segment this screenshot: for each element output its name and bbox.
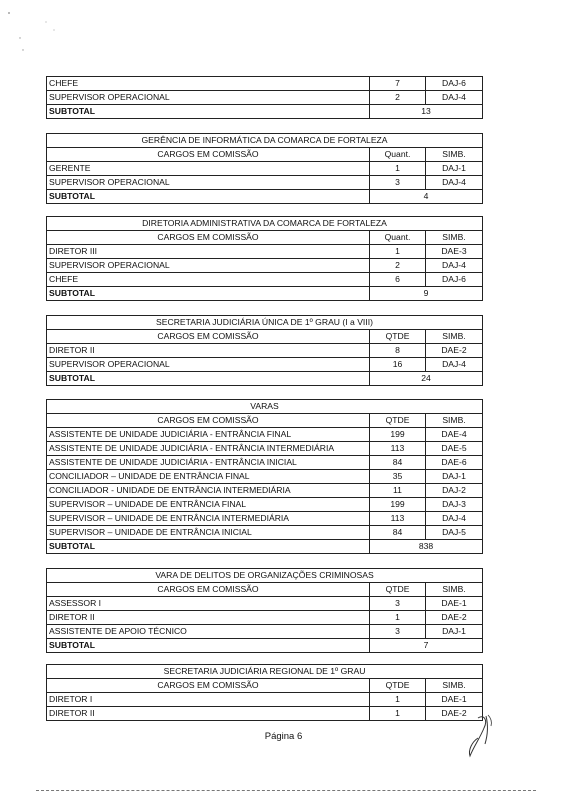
subtotal-label: SUBTOTAL xyxy=(47,540,370,554)
qtde-cell: 199 xyxy=(370,498,426,512)
table-secretaria-unica xyxy=(46,315,483,386)
column-header-quantidade: QTDE xyxy=(370,330,426,344)
table-row xyxy=(47,498,483,512)
qtde-cell: 8 xyxy=(370,344,426,358)
column-header-simbolo: SIMB. xyxy=(426,231,483,245)
column-header-quantidade: QTDE xyxy=(370,679,426,693)
qtde-cell: 2 xyxy=(370,91,426,105)
cargo-cell: DIRETOR I xyxy=(47,693,370,707)
subtotal-label: SUBTOTAL xyxy=(47,639,370,653)
cargo-cell: CONCILIADOR – UNIDADE DE ENTRÂNCIA FINAL xyxy=(47,470,370,484)
table-title-row xyxy=(47,217,483,231)
column-header-cargos: CARGOS EM COMISSÃO xyxy=(47,148,370,162)
column-header-quantidade: Quant. xyxy=(370,148,426,162)
subtotal-value: 9 xyxy=(370,287,483,301)
column-header-simbolo: SIMB. xyxy=(426,679,483,693)
qtde-cell: 3 xyxy=(370,597,426,611)
qtde-cell: 3 xyxy=(370,625,426,639)
simb-cell: DAJ-5 xyxy=(426,526,483,540)
column-header-quantidade: QTDE xyxy=(370,414,426,428)
subtotal-value: 4 xyxy=(370,190,483,204)
cargo-cell: ASSISTENTE DE UNIDADE JUDICIÁRIA - ENTRÂNCIA INICIAL xyxy=(47,456,370,470)
table-header-row xyxy=(47,330,483,344)
qtde-cell: 84 xyxy=(370,456,426,470)
table-gerencia-informatica xyxy=(46,133,483,204)
table-header-row xyxy=(47,231,483,245)
cargo-cell: DIRETOR II xyxy=(47,611,370,625)
page-number: Página 6 xyxy=(264,731,303,742)
cargo-cell: SUPERVISOR OPERACIONAL xyxy=(47,358,370,372)
cargo-cell: SUPERVISOR – UNIDADE DE ENTRÂNCIA FINAL xyxy=(47,498,370,512)
simb-cell: DAJ-4 xyxy=(426,259,483,273)
scan-specks xyxy=(6,10,58,56)
table-varas xyxy=(46,399,483,554)
simb-cell: DAJ-6 xyxy=(426,273,483,287)
table-row xyxy=(47,707,483,721)
simb-cell: DAJ-4 xyxy=(426,512,483,526)
table-row xyxy=(47,442,483,456)
column-header-cargos: CARGOS EM COMISSÃO xyxy=(47,679,370,693)
table-row xyxy=(47,597,483,611)
table-row xyxy=(47,625,483,639)
table-row xyxy=(47,484,483,498)
qtde-cell: 1 xyxy=(370,245,426,259)
table-row xyxy=(47,456,483,470)
table-continuation xyxy=(46,76,483,119)
subtotal-value: 838 xyxy=(370,540,483,554)
column-header-cargos: CARGOS EM COMISSÃO xyxy=(47,330,370,344)
table-row xyxy=(47,693,483,707)
column-header-simbolo: SIMB. xyxy=(426,583,483,597)
table-row xyxy=(47,512,483,526)
table-row xyxy=(47,470,483,484)
subtotal-row xyxy=(47,105,483,119)
cargo-cell: SUPERVISOR – UNIDADE DE ENTRÂNCIA INTERMEDIÁRIA xyxy=(47,512,370,526)
qtde-cell: 1 xyxy=(370,611,426,625)
table-title: VARA DE DELITOS DE ORGANIZAÇÕES CRIMINOSAS xyxy=(47,569,483,583)
subtotal-value: 7 xyxy=(370,639,483,653)
cargo-cell: CHEFE xyxy=(47,77,370,91)
table-row xyxy=(47,273,483,287)
cargo-cell: ASSISTENTE DE UNIDADE JUDICIÁRIA - ENTRÂNCIA INTERMEDIÁRIA xyxy=(47,442,370,456)
simb-cell: DAJ-4 xyxy=(426,176,483,190)
qtde-cell: 199 xyxy=(370,428,426,442)
simb-cell: DAE-6 xyxy=(426,456,483,470)
simb-cell: DAJ-2 xyxy=(426,484,483,498)
simb-cell: DAE-2 xyxy=(426,707,483,721)
qtde-cell: 113 xyxy=(370,512,426,526)
table-title: VARAS xyxy=(47,400,483,414)
qtde-cell: 16 xyxy=(370,358,426,372)
table-header-row xyxy=(47,583,483,597)
subtotal-label: SUBTOTAL xyxy=(47,105,370,119)
table-row xyxy=(47,77,483,91)
column-header-simbolo: SIMB. xyxy=(426,414,483,428)
cargo-cell: SUPERVISOR OPERACIONAL xyxy=(47,259,370,273)
table-vara-delitos xyxy=(46,568,483,653)
cargo-cell: SUPERVISOR – UNIDADE DE ENTRÂNCIA INICIAL xyxy=(47,526,370,540)
table-row xyxy=(47,526,483,540)
qtde-cell: 35 xyxy=(370,470,426,484)
simb-cell: DAE-1 xyxy=(426,693,483,707)
cargo-cell: GERENTE xyxy=(47,162,370,176)
cargo-cell: ASSESSOR I xyxy=(47,597,370,611)
simb-cell: DAE-1 xyxy=(426,597,483,611)
simb-cell: DAE-3 xyxy=(426,245,483,259)
simb-cell: DAE-4 xyxy=(426,428,483,442)
qtde-cell: 113 xyxy=(370,442,426,456)
table-title-row xyxy=(47,134,483,148)
simb-cell: DAJ-3 xyxy=(426,498,483,512)
table-row xyxy=(47,245,483,259)
column-header-simbolo: SIMB. xyxy=(426,330,483,344)
simb-cell: DAJ-1 xyxy=(426,470,483,484)
qtde-cell: 1 xyxy=(370,707,426,721)
table-title: GERÊNCIA DE INFORMÁTICA DA COMARCA DE FORTALEZA xyxy=(47,134,483,148)
column-header-cargos: CARGOS EM COMISSÃO xyxy=(47,231,370,245)
table-header-row xyxy=(47,414,483,428)
table-row xyxy=(47,259,483,273)
qtde-cell: 84 xyxy=(370,526,426,540)
subtotal-row xyxy=(47,287,483,301)
column-header-simbolo: SIMB. xyxy=(426,148,483,162)
column-header-cargos: CARGOS EM COMISSÃO xyxy=(47,414,370,428)
qtde-cell: 1 xyxy=(370,162,426,176)
qtde-cell: 3 xyxy=(370,176,426,190)
cargo-cell: ASSISTENTE DE APOIO TÉCNICO xyxy=(47,625,370,639)
qtde-cell: 7 xyxy=(370,77,426,91)
column-header-cargos: CARGOS EM COMISSÃO xyxy=(47,583,370,597)
table-title-row xyxy=(47,569,483,583)
subtotal-label: SUBTOTAL xyxy=(47,372,370,386)
simb-cell: DAE-5 xyxy=(426,442,483,456)
table-title-row xyxy=(47,400,483,414)
simb-cell: DAE-2 xyxy=(426,344,483,358)
cargo-cell: SUPERVISOR OPERACIONAL xyxy=(47,91,370,105)
table-title: DIRETORIA ADMINISTRATIVA DA COMARCA DE FORTALEZA xyxy=(47,217,483,231)
handwritten-initials-mark xyxy=(458,712,496,760)
column-header-quantidade: Quant. xyxy=(370,231,426,245)
simb-cell: DAJ-4 xyxy=(426,91,483,105)
qtde-cell: 2 xyxy=(370,259,426,273)
cargo-cell: DIRETOR II xyxy=(47,707,370,721)
subtotal-row xyxy=(47,639,483,653)
qtde-cell: 11 xyxy=(370,484,426,498)
cargo-cell: DIRETOR III xyxy=(47,245,370,259)
bottom-scan-line xyxy=(36,790,536,791)
cargo-cell: SUPERVISOR OPERACIONAL xyxy=(47,176,370,190)
subtotal-value: 13 xyxy=(370,105,483,119)
table-diretoria-administrativa xyxy=(46,216,483,301)
column-header-quantidade: QTDE xyxy=(370,583,426,597)
subtotal-label: SUBTOTAL xyxy=(47,287,370,301)
table-row xyxy=(47,611,483,625)
subtotal-label: SUBTOTAL xyxy=(47,190,370,204)
table-header-row xyxy=(47,679,483,693)
simb-cell: DAJ-4 xyxy=(426,358,483,372)
table-row xyxy=(47,358,483,372)
simb-cell: DAE-2 xyxy=(426,611,483,625)
cargo-cell: CHEFE xyxy=(47,273,370,287)
cargo-cell: CONCILIADOR - UNIDADE DE ENTRÂNCIA INTERMEDIÁRIA xyxy=(47,484,370,498)
table-title-row xyxy=(47,316,483,330)
subtotal-row xyxy=(47,540,483,554)
qtde-cell: 1 xyxy=(370,693,426,707)
table-title-row xyxy=(47,665,483,679)
cargo-cell: DIRETOR II xyxy=(47,344,370,358)
table-row xyxy=(47,428,483,442)
simb-cell: DAJ-6 xyxy=(426,77,483,91)
qtde-cell: 6 xyxy=(370,273,426,287)
table-row xyxy=(47,162,483,176)
subtotal-row xyxy=(47,190,483,204)
subtotal-row xyxy=(47,372,483,386)
table-title: SECRETARIA JUDICIÁRIA ÚNICA DE 1º GRAU (I a VIII) xyxy=(47,316,483,330)
table-header-row xyxy=(47,148,483,162)
subtotal-value: 24 xyxy=(370,372,483,386)
table-title: SECRETARIA JUDICIÁRIA REGIONAL DE 1º GRAU xyxy=(47,665,483,679)
cargo-cell: ASSISTENTE DE UNIDADE JUDICIÁRIA - ENTRÂNCIA FINAL xyxy=(47,428,370,442)
table-row xyxy=(47,344,483,358)
table-row xyxy=(47,176,483,190)
simb-cell: DAJ-1 xyxy=(426,162,483,176)
table-row xyxy=(47,91,483,105)
simb-cell: DAJ-1 xyxy=(426,625,483,639)
table-secretaria-regional xyxy=(46,664,483,721)
